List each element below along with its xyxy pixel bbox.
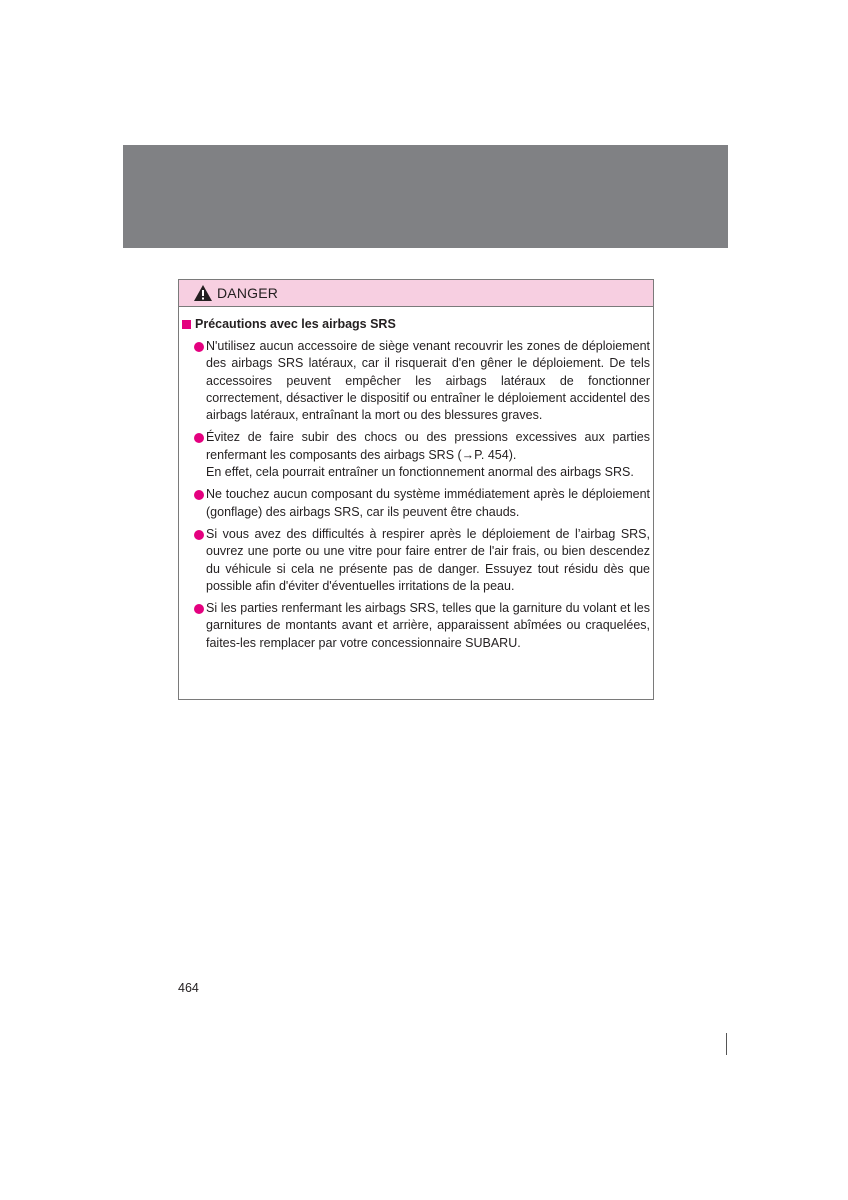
danger-label: DANGER xyxy=(217,285,279,301)
item-text: Ne touchez aucun composant du système immédiatement après le déploiement (gonflage) des airbags SRS, car ils peuvent être chauds. xyxy=(206,487,650,519)
list-item xyxy=(193,338,650,424)
edge-tick xyxy=(726,1033,727,1055)
danger-box xyxy=(178,279,654,700)
bullet-dot-icon xyxy=(194,604,204,614)
danger-header xyxy=(179,280,653,307)
precaution-list xyxy=(193,338,650,657)
page-number: 464 xyxy=(178,981,199,995)
bullet-dot-icon xyxy=(194,490,204,500)
header-band xyxy=(123,145,728,248)
item-text: Si vous avez des difficultés à respirer après le déploiement de l’airbag SRS, ouvrez une porte ou une vitre pour faire entrer de l'air frais, ou bien descendez du véhicule si cela ne présente pas de danger. Essuyez tout résidu dès que possible afin d'éviter d'éventuelles irritations de la peau. xyxy=(206,526,650,593)
list-item xyxy=(193,526,650,595)
section-title xyxy=(182,317,396,331)
item-text: Évitez de faire subir des chocs ou des pressions excessives aux parties renfermant les composants des airbags SRS (→P. 454). xyxy=(206,430,650,462)
item-text: N'utilisez aucun accessoire de siège venant recouvrir les zones de déploiement des airbags SRS latéraux, car il risquerait d'en gêner le déploiement. De tels accessoires peuvent empêcher les airbags latéraux de fonctionner correctement, désactiver le dispositif ou entraîner le déploiement accidentel des airbags latéraux, entraînant la mort ou des blessures graves. xyxy=(206,339,650,423)
header-tick xyxy=(726,145,728,165)
square-bullet-icon xyxy=(182,320,191,329)
list-item xyxy=(193,486,650,521)
item-text-continued: En effet, cela pourrait entraîner un fonctionnement anormal des airbags SRS. xyxy=(206,465,634,480)
list-item xyxy=(193,429,650,481)
bullet-dot-icon xyxy=(194,342,204,352)
section-title-text: Précautions avec les airbags SRS xyxy=(195,317,396,331)
bullet-dot-icon xyxy=(194,530,204,540)
item-text: Si les parties renfermant les airbags SRS, telles que la garniture du volant et les garnitures de montants avant et arrière, apparaissent abîmées ou craquelées, faites-les remplacer par votre concessionnaire SUBARU. xyxy=(206,601,650,650)
warning-triangle-icon xyxy=(193,284,213,302)
bullet-dot-icon xyxy=(194,433,204,443)
list-item xyxy=(193,600,650,652)
